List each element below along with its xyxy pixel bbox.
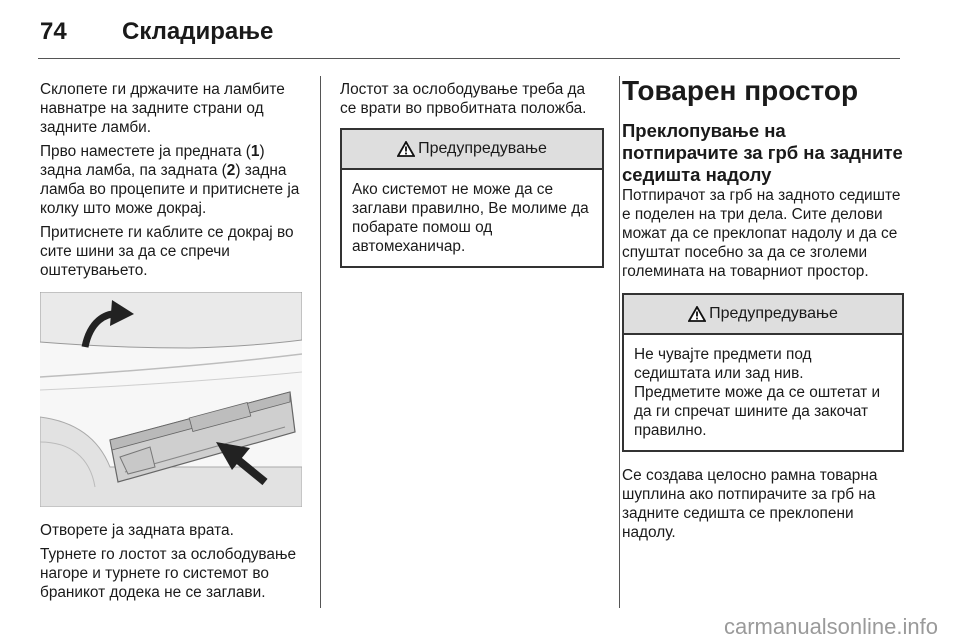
column-3 [622,75,904,547]
warning-header [624,295,902,335]
paragraph-backrest-split: Потпирачот за грб на задното седиште е поделен на три дела. Сите делови можат да се преклопат надолу и да се спуштат посебно за да се зголеми големината на товарниот простор. [622,187,901,280]
paragraph-lever-return: Лостот за ослободување треба да се врати во првобитната положба. [340,81,587,117]
warning-triangle-icon [397,141,415,157]
warning-text: Ако системот не може да се заглави правилно, Ве молиме да побарате помош од автомеханичар. [352,181,589,255]
cargo-space-heading: Товарен простор [622,75,859,106]
paragraph-push-lever: Турнете го лостот за ослободување нагоре и турнете го системот во браникот додека не се заглави. [40,546,297,601]
text-segment: ) задна ламба во процепите и притиснете ја колку што може докрај. [40,162,300,217]
watermark: carmanualsonline.info [723,614,938,639]
column-1 [40,80,304,607]
header-divider [38,58,900,59]
column-divider-2 [619,76,620,608]
warning-triangle-icon [688,306,706,322]
warning-title: Предупредување [709,305,838,322]
warning-body [342,170,602,266]
warning-title: Предупредување [418,140,547,157]
section-title: Складирање [122,18,274,45]
warning-box [622,293,904,452]
column-2 [340,80,604,268]
warning-text: Не чувајте предмети под седиштата или зад нив. Предметите може да се оштетат и да ги спречат шините да закочат правилно. [634,346,881,439]
column-divider-1 [320,76,321,608]
paragraph-insert-slats [40,142,304,218]
paragraph-push-cables: Притиснете ги каблите се докрај во сите шини за да се спречи оштетувањето. [40,224,294,279]
callout-number-2: 2 [226,162,236,179]
warning-header [342,130,602,170]
warning-box [340,128,604,268]
text-segment: ) задна ламба, па задната ( [40,143,265,179]
warning-body [624,335,902,450]
paragraph-flat-floor: Се создава целосно рамна товарна шуплина ако потпирачите за грб на задните седишта се преклопени надолу. [622,467,878,541]
bumper-drawing [40,292,302,507]
page-number: 74 [40,18,67,45]
callout-number-1: 1 [250,143,260,160]
paragraph-fold-holders: Склопете ги држачите на ламбите навнатре на задните страни од задните ламби. [40,81,285,136]
paragraph-open-tailgate: Отворете ја задната врата. [40,522,234,539]
bumper-illustration [40,292,302,507]
fold-backrests-heading: Преклопување на потпирачите за грб на задните седишта надолу [622,120,903,185]
text-segment: Прво наместете ја предната ( [40,143,251,160]
